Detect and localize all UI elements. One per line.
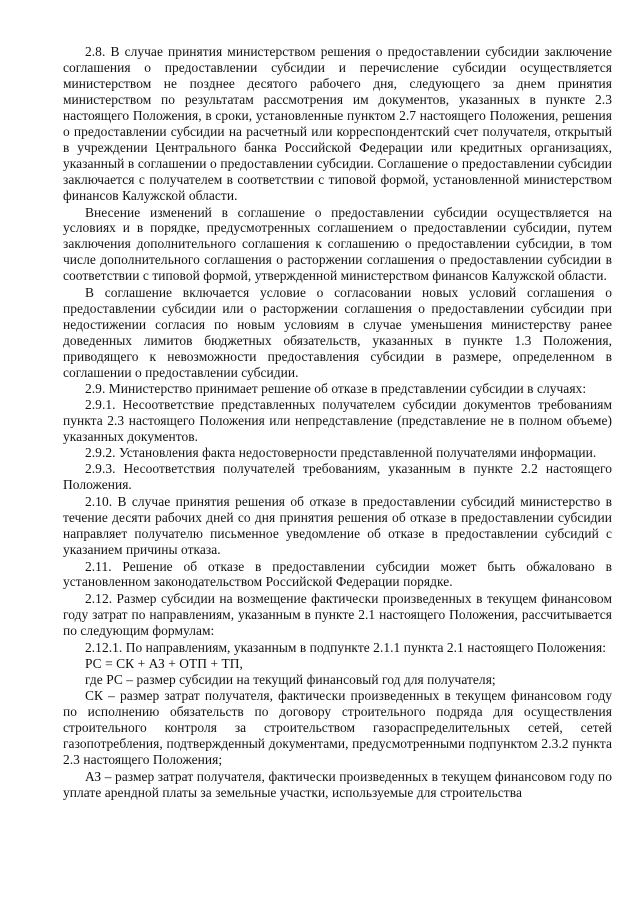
paragraph-agreement-condition: В соглашение включается условие о согласовании новых условий соглашения о предоставлении субсидии или о расторжении соглашения о предоставлении субсидии при недостижении согласия по новым условиям в случае уменьшения министерству ранее доведенных лимитов бюджетных обязательств, указанных в пункте 1.3 Положения, приводящего к невозможности предоставления субсидии в размере, определенном в соглашении о предоставлении субсидии. [63,285,612,381]
paragraph-2-10: 2.10. В случае принятия решения об отказе в предоставлении субсидий министерство в течение десяти рабочих дней со дня принятия решения об отказе в предоставлении субсидии направляет получателю письменное уведомление об отказе в предоставлении субсидий с указанием причины отказа. [63,493,612,557]
paragraph-2-8: 2.8. В случае принятия министерством решения о предоставлении субсидии заключение соглашения о предоставлении субсидии и перечисление субсидии осуществляется министерством не позднее десятого рабочего дня, следующего за днем принятия министерством по результатам рассмотрения им документов, указанных в пункте 2.3 настоящего Положения, в сроки, установленные пунктом 2.7 настоящего Положения, решения о предоставлении субсидии на расчетный или корреспондентский счет получателя, открытый в учреждении Центрального банка Российской Федерации или кредитных организациях, указанный в соглашении о предоставлении субсидии. Соглашение о предоставлении субсидии заключается с получателем в соответствии с типовой формой, установленной министерством финансов Калужской области. [63,44,612,203]
paragraph-az: АЗ – размер затрат получателя, фактически произведенных в текущем финансовом году по уплате арендной платы за земельные участки, используемые для строительства [63,768,612,800]
paragraph-2-9-1: 2.9.1. Несоответствие представленных получателем субсидии документов требованиям пункта 2.3 настоящего Положения или непредставление (представление не в полном объеме) указанных документов. [63,396,612,444]
paragraph-2-9: 2.9. Министерство принимает решение об отказе в представлении субсидии в случаях: [85,381,587,397]
paragraph-2-12-1: 2.12.1. По направлениям, указанным в подпункте 2.1.1 пункта 2.1 настоящего Положения: [85,640,607,656]
paragraph-sk: СК – размер затрат получателя, фактически произведенных в текущем финансовом году по исполнению обязательств по договору строительного подряда для осуществления строительного контроля за строительством газораспределительных сетей, сетей газопотребления, подтвержденный документами, предусмотренными подпунктом 2.3.2 пункта 2.3 настоящего Положения; [63,688,612,767]
paragraph-2-9-2: 2.9.2. Установления факта недостоверности представленной получателями информации. [85,444,597,460]
formula-line: РС = СК + АЗ + ОТП + ТП, [85,656,243,672]
paragraph-2-11: 2.11. Решение об отказе в предоставлении субсидии может быть обжаловано в установленном законодательством Российской Федерации порядке. [63,558,612,590]
paragraph-where-rs: где РС – размер субсидии на текущий финансовый год для получателя; [85,672,496,688]
paragraph-2-12: 2.12. Размер субсидии на возмещение фактически произведенных в текущем финансовом году затрат по направлениям, указанным в пункте 2.1 настоящего Положения, рассчитывается по следующим формулам: [63,591,612,639]
paragraph-amendments: Внесение изменений в соглашение о предоставлении субсидии осуществляется на условиях и в порядке, предусмотренных соглашением о предоставлении субсидии, путем заключения дополнительного соглашения к соглашению о предоставлении субсидии, в том числе дополнительного соглашения о расторжении соглашения о предоставлении субсидии в соответствии с типовой формой, утвержденной министерством финансов Калужской области. [63,204,612,284]
paragraph-2-9-3: 2.9.3. Несоответствия получателей требованиям, указанным в пункте 2.2 настоящего Положения. [63,460,612,492]
